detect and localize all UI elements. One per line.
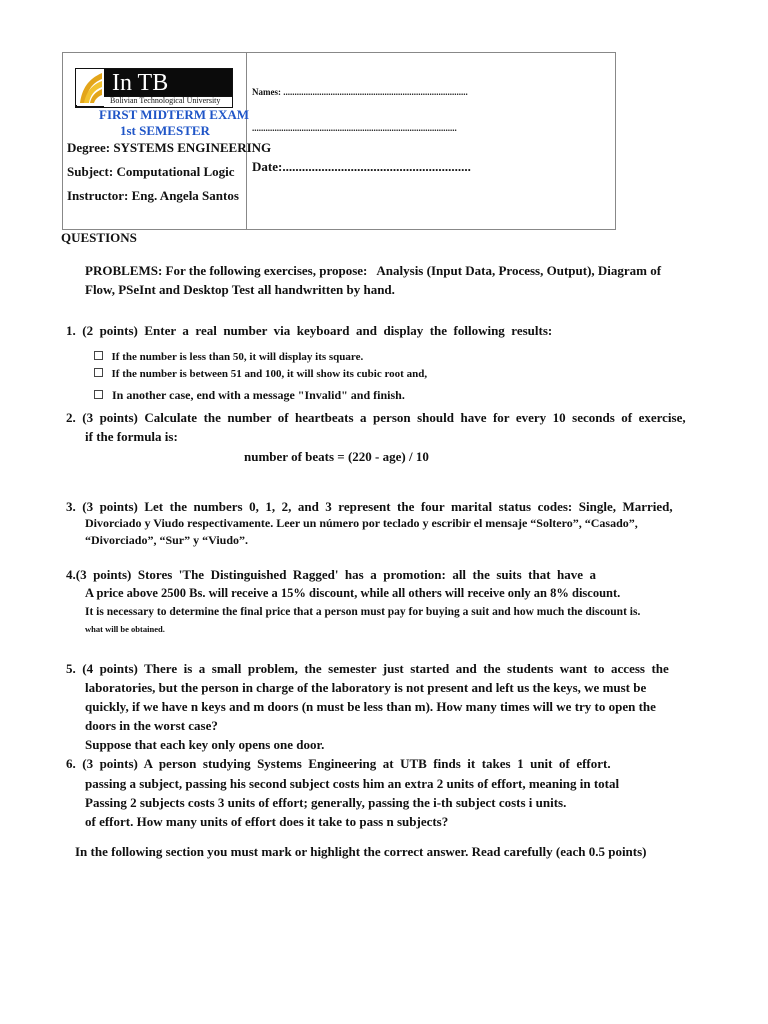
footer-instruction: In the following section you must mark or highlight the correct answer. Read carefully (each 0.5 points) [75,844,647,859]
q5-line1: 5. (4 points) There is a small problem, the semester just started and the students want to access the [66,661,669,676]
q2-line2: if the formula is: [85,429,178,444]
names-field: Names: .................................................................................. [252,87,468,97]
q5-line3: quickly, if we have n keys and m doors (n must be less than m). How many times will we try to open the [85,699,656,714]
q4-line3: It is necessary to determine the final price that a person must pay for buying a suit and how much the discount is. [85,606,641,618]
q1-bullet3-text: In another case, end with a message "Invalid" and finish. [112,388,405,402]
q1-bullet3 [88,373,405,403]
q1-line1: 1. (2 points) Enter a real number via keyboard and display the following results: [66,323,553,338]
q4-line2: A price above 2500 Bs. will receive a 15% discount, while all others will receive only an 8% discount. [85,586,621,600]
problems-intro-line1: PROBLEMS: For the following exercises, propose: Analysis (Input Data, Process, Output), Diagram of [85,263,662,278]
bullet-box-icon [94,390,103,399]
q5-line4: doors in the worst case? [85,718,218,733]
q3-line1: 3. (3 points) Let the numbers 0, 1, 2, and 3 represent the four marital status codes: Single, Married, [66,499,673,514]
q1-bullet1-text: If the number is less than 50, it will display its square. [111,351,364,363]
q6-line4: of effort. How many units of effort does it take to pass n subjects? [85,814,449,829]
names-line-2: ........................................................................................... [252,123,457,133]
q3-line3: “Divorciado”, “Sur” y “Viudo”. [85,533,249,547]
q6-line3: Passing 2 subjects costs 3 units of effort; generally, passing the i-th subject costs i units. [85,795,567,810]
degree-label: Degree: SYSTEMS ENGINEERING [67,140,272,155]
q5-line2: laboratories, but the person in charge of the laboratory is not present and left us the keys, we must be [85,680,647,695]
logo-emblem-icon [76,69,104,105]
problems-intro-line2: Flow, PSeInt and Desktop Test all handwritten by hand. [85,282,395,297]
q4-line1: 4.(3 points) Stores 'The Distinguished Ragged' has a promotion: all the suits that have a [66,567,597,582]
q2-formula: number of beats = (220 - age) / 10 [244,449,429,464]
q4-line4: what will be obtained. [85,624,165,634]
q2-line1: 2. (3 points) Calculate the number of heartbeats a person should have for every 10 seconds of exercise, [66,410,686,425]
q5-line5: Suppose that each key only opens one door. [85,737,325,752]
logo-text: In TB [112,70,169,96]
semester-label: 1st SEMESTER [120,123,210,138]
date-field: Date:.......................................................... [252,159,471,174]
subject-label: Subject: Computational Logic [67,164,235,179]
q6-line1: 6. (3 points) A person studying Systems Engineering at UTB finds it takes 1 unit of effort. [66,756,611,771]
q6-line2: passing a subject, passing his second subject costs him an extra 2 units of effort, meaning in total [85,776,620,791]
q3-line2: Divorciado y Viudo respectivamente. Leer un número por teclado y escribir el mensaje “Soltero”, “Casado”, [85,516,638,530]
q1-bullet2-text: If the number is between 51 and 100, it will show its cubic root and, [111,368,428,380]
questions-heading: QUESTIONS [61,230,137,245]
exam-title: FIRST MIDTERM EXAM [99,107,249,122]
instructor-label: Instructor: Eng. Angela Santos [67,188,239,203]
logo-subtitle: Bolivian Technological University [110,96,221,105]
